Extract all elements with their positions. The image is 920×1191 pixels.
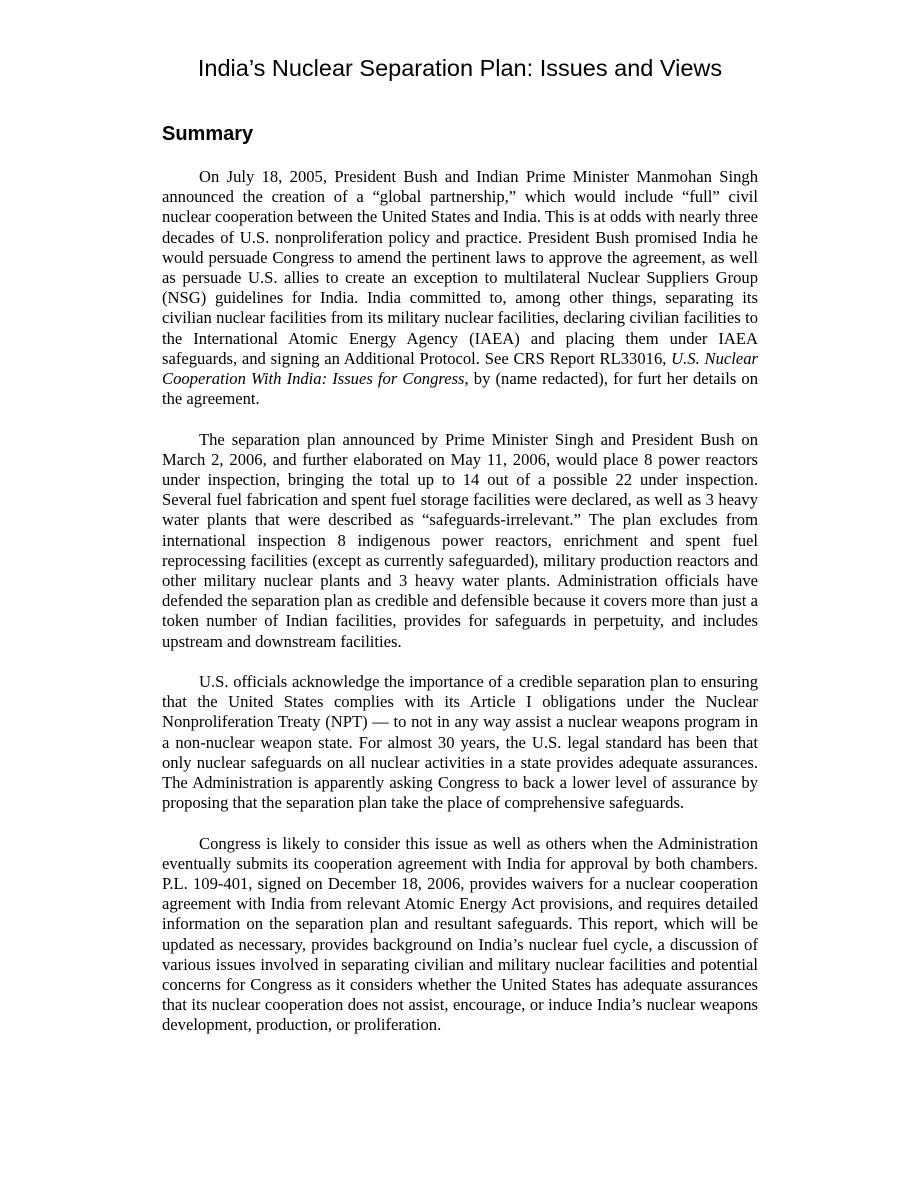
- cited-report-title: U.S. Nuclear Cooperation With India: Issues for Congress: [162, 348, 758, 389]
- summary-paragraph-1: [162, 167, 758, 409]
- section-heading-summary: Summary: [162, 123, 254, 145]
- summary-paragraph-4: Congress is likely to consider this issue as well as others when the Administration eventually submits its cooperation agreement with India for approval by both chambers. P.L. 109-401, signed on December 18, 2006, provides waivers for a nuclear cooperation agreement with India from relevant Atomic Energy Act provisions, and requires detailed information on the separation plan and resultant safeguards. This report, which will be updated as necessary, provides background on India’s nuclear fuel cycle, a discussion of various issues involved in separating civilian and military nuclear facilities and potential concerns for Congress as it considers whether the United States has adequate assurances that its nuclear cooperation does not assist, encourage, or induce India’s nuclear weapons development, production, or proliferation.: [162, 833, 758, 1035]
- paragraph-1-text-end: , by (name redacted), for furt her details on the agreement.: [162, 369, 758, 409]
- summary-body: [162, 167, 758, 1036]
- summary-paragraph-3: U.S. officials acknowledge the importance of a credible separation plan to ensuring that the United States complies with its Article I obligations under the Nuclear Nonproliferation Treaty (NPT) — to not in any way assist a nuclear weapons program in a non-nuclear weapon state. For almost 30 years, the U.S. legal standard has been that only nuclear safeguards on all nuclear activities in a state provides adequate assurances. The Administration is apparently asking Congress to back a lower level of assurance by proposing that the separation plan take the place of comprehensive safeguards.: [162, 672, 758, 813]
- document-title: India’s Nuclear Separation Plan: Issues and Views: [197, 55, 723, 81]
- paragraph-1-text: On July 18, 2005, President Bush and Indian Prime Minister Manmohan Singh announced the creation of a “global partnership,” which would include “full” civil nuclear cooperation between the United States and India. This is at odds with nearly three decades of U.S. nonproliferation policy and practice. President Bush promised India he would persuade Congress to amend the pertinent laws to approve the agreement, as well as persuade U.S. allies to create an exception to multilateral Nuclear Suppliers Group (NSG) guidelines for India. India committed to, among other things, separating its civilian nuclear facilities from its military nuclear facilities, declaring civilian facilities to the International Atomic Energy Agency (IAEA) and placing them under IAEA safeguards, and signing an Additional Protocol. See CRS Report RL33016,: [162, 167, 758, 368]
- summary-paragraph-2: The separation plan announced by Prime Minister Singh and President Bush on March 2, 2006, and further elaborated on May 11, 2006, would place 8 power reactors under inspection, bringing the total up to 14 out of a possible 22 under inspection. Several fuel fabrication and spent fuel storage facilities were declared, as well as 3 heavy water plants that were described as “safeguards-irrelevant.” The plan excludes from international inspection 8 indigenous power reactors, enrichment and spent fuel reprocessing facilities (except as currently safeguarded), military production reactors and other military nuclear plants and 3 heavy water plants. Administration officials have defended the separation plan as credible and defensible because it covers more than just a token number of Indian facilities, provides for safeguards in perpetuity, and includes upstream and downstream facilities.: [162, 429, 758, 651]
